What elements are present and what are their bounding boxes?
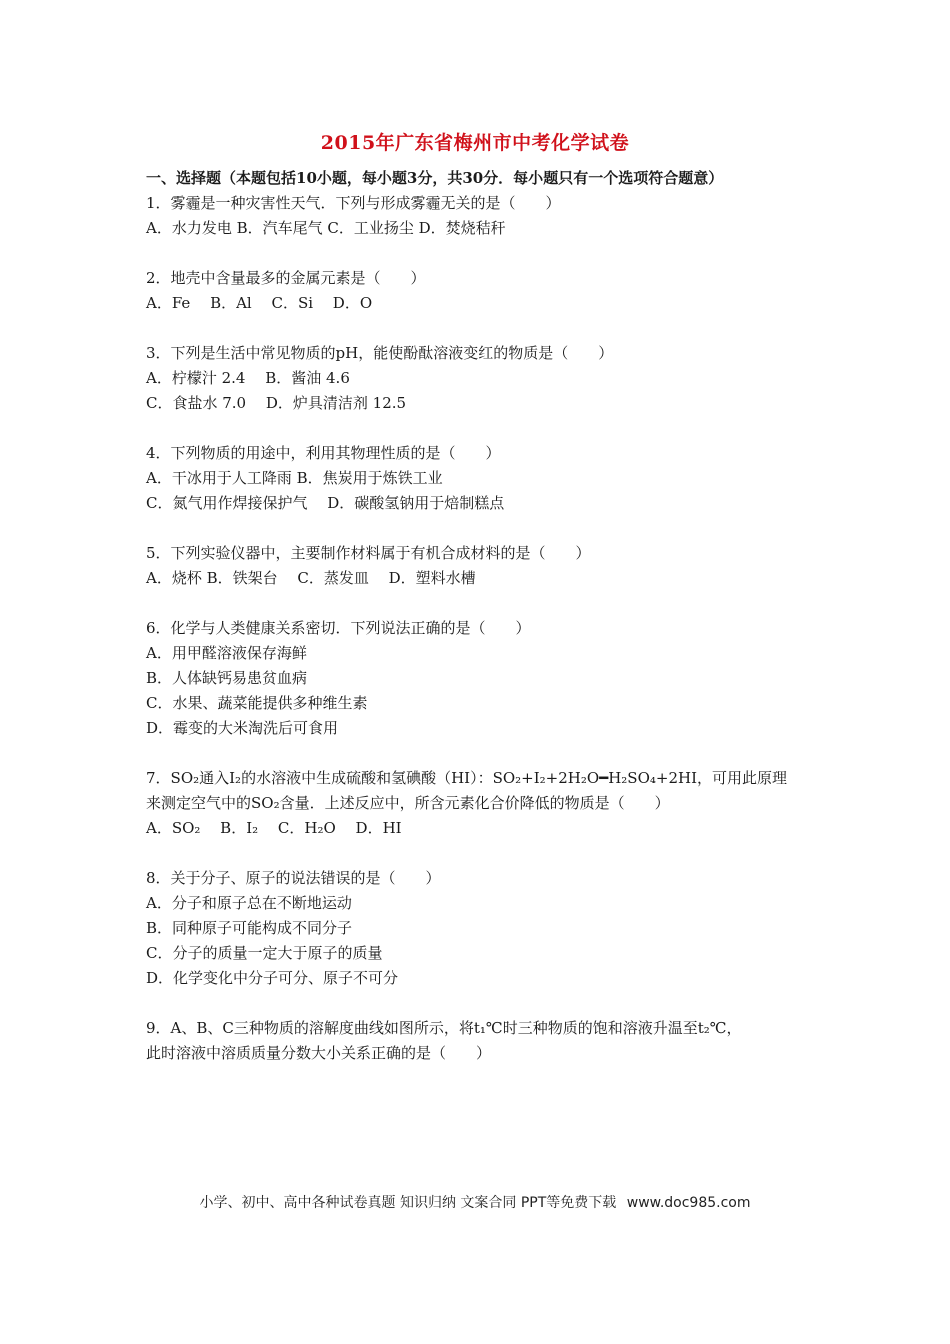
question-line: A．用甲醛溶液保存海鲜 bbox=[146, 644, 307, 662]
question-stem: 8．关于分子、原子的说法错误的是（ ） bbox=[146, 869, 441, 887]
question-line: A．烧杯 B．铁架台 C．蒸发皿 D．塑料水槽 bbox=[146, 569, 476, 587]
question-line: A．水力发电 B．汽车尾气 C．工业扬尘 D．焚烧秸秆 bbox=[146, 219, 506, 237]
question-line: A．干冰用于人工降雨 B．焦炭用于炼铁工业 bbox=[146, 469, 443, 487]
footer-text: 小学、初中、高中各种试卷真题 知识归纳 文案合同 PPT等免费下载 bbox=[199, 1195, 617, 1211]
question-stem: 9．A、B、C三种物质的溶解度曲线如图所示，将t₁℃时三种物质的饱和溶液升温至t₂℃， bbox=[146, 1019, 742, 1037]
question-stem: 3．下列是生活中常见物质的pH，能使酚酞溶液变红的物质是（ ） bbox=[146, 344, 614, 362]
question-line: C．食盐水 7.0 D．炉具清洁剂 12.5 bbox=[146, 394, 407, 412]
page-title: 2015年广东省梅州市中考化学试卷 bbox=[320, 132, 630, 154]
question-line: A．柠檬汁 2.4 B．酱油 4.6 bbox=[146, 369, 350, 387]
question-line: C．水果、蔬菜能提供多种维生素 bbox=[146, 694, 368, 712]
question-stem: 4．下列物质的用途中，利用其物理性质的是（ ） bbox=[146, 444, 501, 462]
question-stem: 1．雾霾是一种灾害性天气．下列与形成雾霾无关的是（ ） bbox=[146, 194, 561, 212]
question-line: 此时溶液中溶质质量分数大小关系正确的是（ ） bbox=[146, 1044, 492, 1062]
exam-content bbox=[146, 166, 826, 1091]
question-line: C．分子的质量一定大于原子的质量 bbox=[146, 944, 383, 962]
question-line: C．氮气用作焊接保护气 D．碳酸氢钠用于焙制糕点 bbox=[146, 494, 505, 512]
question-stem: 5．下列实验仪器中，主要制作材料属于有机合成材料的是（ ） bbox=[146, 544, 591, 562]
question-line: D．化学变化中分子可分、原子不可分 bbox=[146, 969, 399, 987]
question-line: A．分子和原子总在不断地运动 bbox=[146, 894, 352, 912]
question-1 bbox=[146, 191, 826, 241]
footer-link[interactable]: www.doc985.com bbox=[626, 1195, 751, 1211]
question-line: A．SO₂ B．I₂ C．H₂O D．HI bbox=[146, 819, 402, 837]
footer bbox=[0, 1192, 950, 1212]
question-5 bbox=[146, 541, 826, 591]
question-line: A．Fe B．Al C．Si D．O bbox=[146, 294, 373, 312]
question-line: D．霉变的大米淘洗后可食用 bbox=[146, 719, 339, 737]
question-stem: 6．化学与人类健康关系密切．下列说法正确的是（ ） bbox=[146, 619, 531, 637]
question-4 bbox=[146, 441, 826, 516]
question-9 bbox=[146, 1016, 826, 1066]
question-line: B．同种原子可能构成不同分子 bbox=[146, 919, 353, 937]
question-3 bbox=[146, 341, 826, 416]
section-heading: 一、选择题（本题包括10小题，每小题3分，共30分．每小题只有一个选项符合题意） bbox=[146, 169, 724, 187]
question-list bbox=[146, 191, 826, 1066]
question-stem: 2．地壳中含量最多的金属元素是（ ） bbox=[146, 269, 426, 287]
question-7 bbox=[146, 766, 826, 841]
question-stem: 7．SO₂通入I₂的水溶液中生成硫酸和氢碘酸（HI）：SO₂+I₂+2H₂O━H₂SO₄+2HI，可用此原理 bbox=[146, 769, 788, 787]
question-8 bbox=[146, 866, 826, 991]
question-line: B．人体缺钙易患贫血病 bbox=[146, 669, 308, 687]
question-2 bbox=[146, 266, 826, 316]
question-6 bbox=[146, 616, 826, 741]
question-line: 来测定空气中的SO₂含量．上述反应中，所含元素化合价降低的物质是（ ） bbox=[146, 794, 670, 812]
